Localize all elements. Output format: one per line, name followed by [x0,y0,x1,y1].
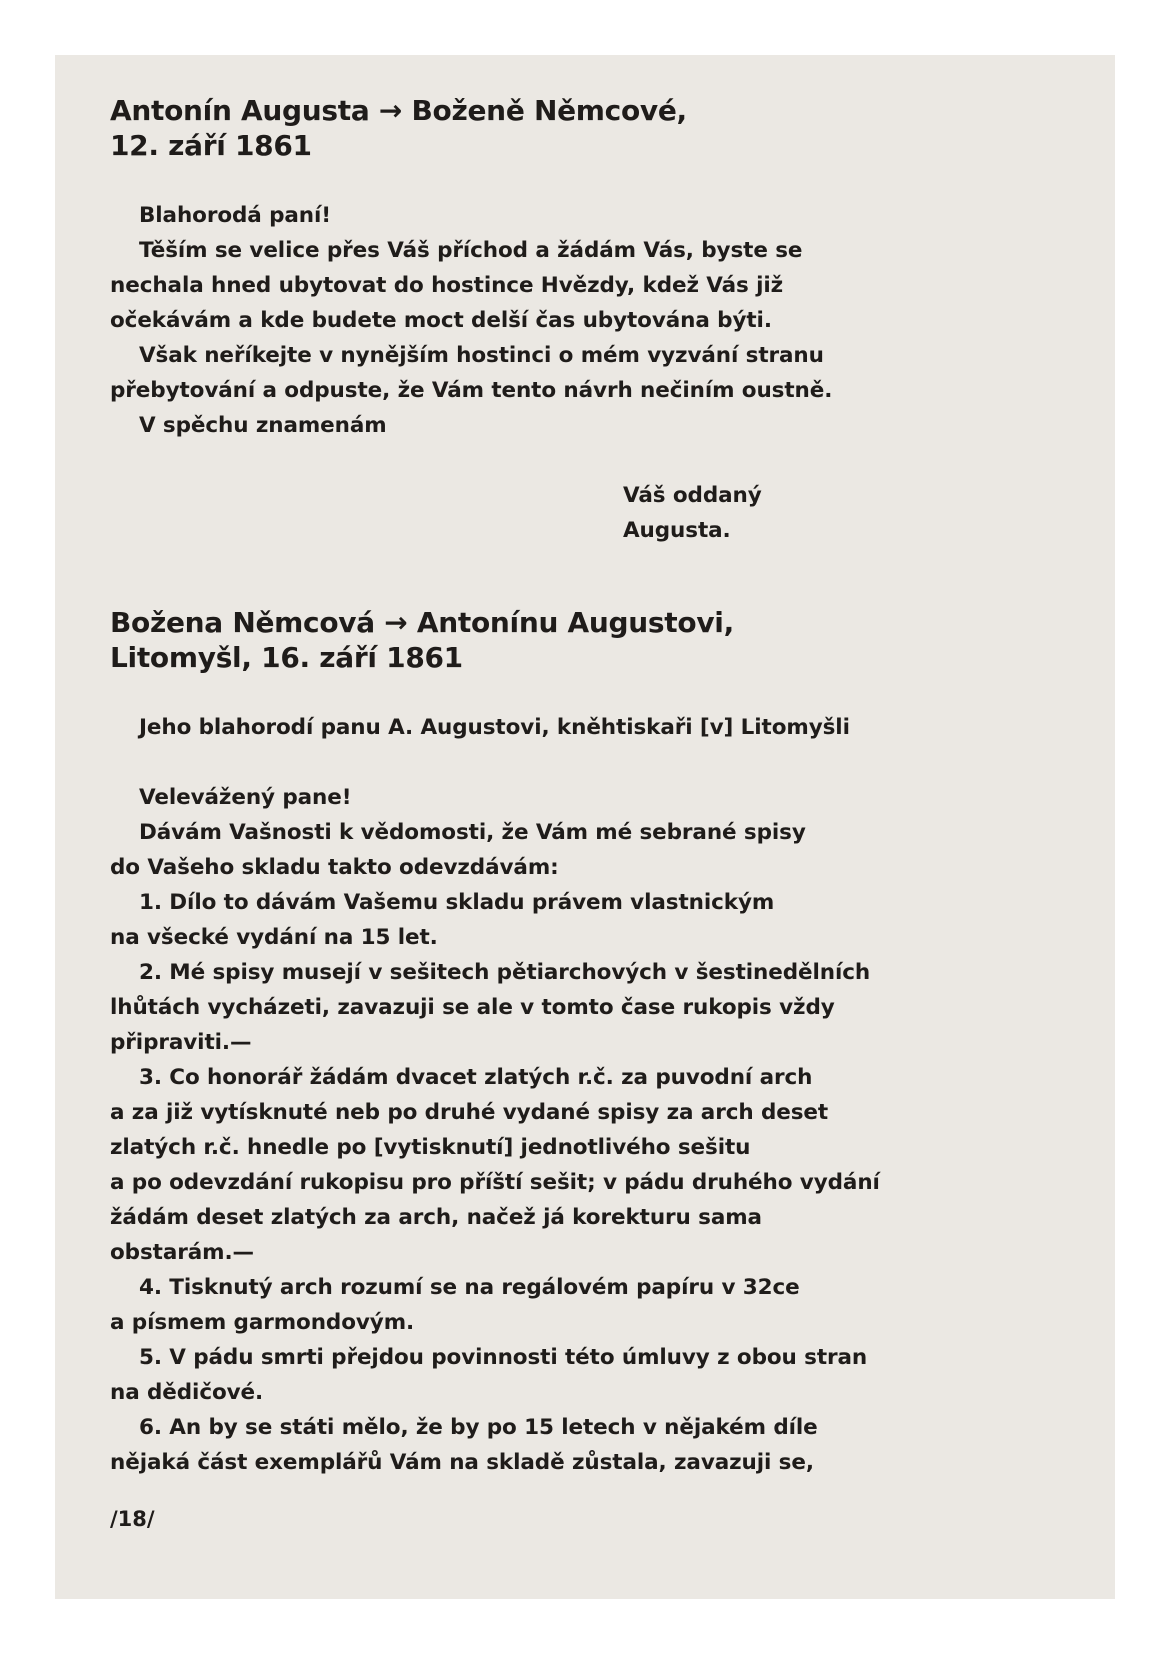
page [55,55,1115,1599]
letter2-line: do Vašeho skladu takto odevzdávám: [110,855,559,880]
letter1-line: nechala hned ubytovat do hostince Hvězdy, kdež Vás již [110,273,784,298]
letter2-title-line1: Božena Němcová → Antonínu Augustovi, [110,606,734,639]
letter2-line: a písmem garmondovým. [110,1310,415,1335]
spacer [110,745,1010,780]
letter2-line: Velevážený pane! [139,785,352,810]
letter1-line: očekávám a kde budete moct delší čas ubytována býti. [110,308,772,333]
letter2-line: Dávám Vašnosti k vědomosti, že Vám mé sebrané spisy [139,820,806,845]
letter1-body [110,198,1010,443]
letter2-line: 4. Tisknutý arch rozumí se na regálovém papíru v 32ce [139,1275,800,1300]
letter2-line: 6. An by se státi mělo, že by po 15 letech v nějakém díle [139,1415,818,1440]
letter2-body [110,780,1010,1480]
letter2-line: zlatých r.č. hnedle po [vytisknutí] jednotlivého sešitu [110,1135,751,1160]
letter2-line: lhůtách vycházeti, zavazuji se ale v tomto čase rukopis vždy [110,995,835,1020]
spacer [110,163,1010,198]
letter1-signature-name: Augusta. [623,518,731,543]
spacer [110,548,1010,605]
letter2-line: na dědičové. [110,1380,264,1405]
letter2-line: obstarám.— [110,1240,254,1265]
letter2-line: žádám deset zlatých za arch, načež já korekturu sama [110,1205,762,1230]
letter2-title [110,605,1010,675]
letter1-line: Však neříkejte v nynějším hostinci o mém vyzvání stranu [139,343,824,368]
page-number: /18/ [110,1507,155,1531]
letter1-title [110,93,1010,163]
letter2-line: 5. V pádu smrti přejdou povinnosti této úmluvy z obou stran [139,1345,868,1370]
spacer [110,443,1010,478]
letter2-line: 1. Dílo to dávám Vašemu skladu právem vlastnickým [139,890,775,915]
spacer [110,675,1010,710]
letter2-line: připraviti.— [110,1030,252,1055]
letter2-line: 2. Mé spisy musejí v sešitech pětiarchových v šestinedělních [139,960,871,985]
letter2-title-line2: Litomyšl, 16. září 1861 [110,641,463,674]
letter2-line: na všecké vydání na 15 let. [110,925,438,950]
letter2-line: a za již vytísknuté neb po druhé vydané spisy za arch deset [110,1100,829,1125]
letter1-line: V spěchu znamenám [139,413,387,438]
letter1-line: Blahorodá paní! [139,203,331,228]
letter2-address: Jeho blahorodí panu A. Augustovi, kněhtiskaři [v] Litomyšli [139,715,850,740]
letter1-line: Těším se velice přes Váš příchod a žádám Vás, byste se [139,238,803,263]
letter1-signature-closing: Váš oddaný [623,483,762,508]
letter2-line: nějaká část exemplářů Vám na skladě zůstala, zavazuji se, [110,1450,814,1475]
letter2-line: a po odevzdání rukopisu pro příští sešit; v pádu druhého vydání [110,1170,880,1195]
page-text [110,93,1010,1480]
letter1-title-line1: Antonín Augusta → Boženě Němcové, [110,94,687,127]
letter1-line: přebytování a odpuste, že Vám tento návrh nečiním oustně. [110,378,833,403]
letter1-title-line2: 12. září 1861 [110,129,312,162]
letter2-line: 3. Co honorář žádám dvacet zlatých r.č. za puvodní arch [139,1065,813,1090]
